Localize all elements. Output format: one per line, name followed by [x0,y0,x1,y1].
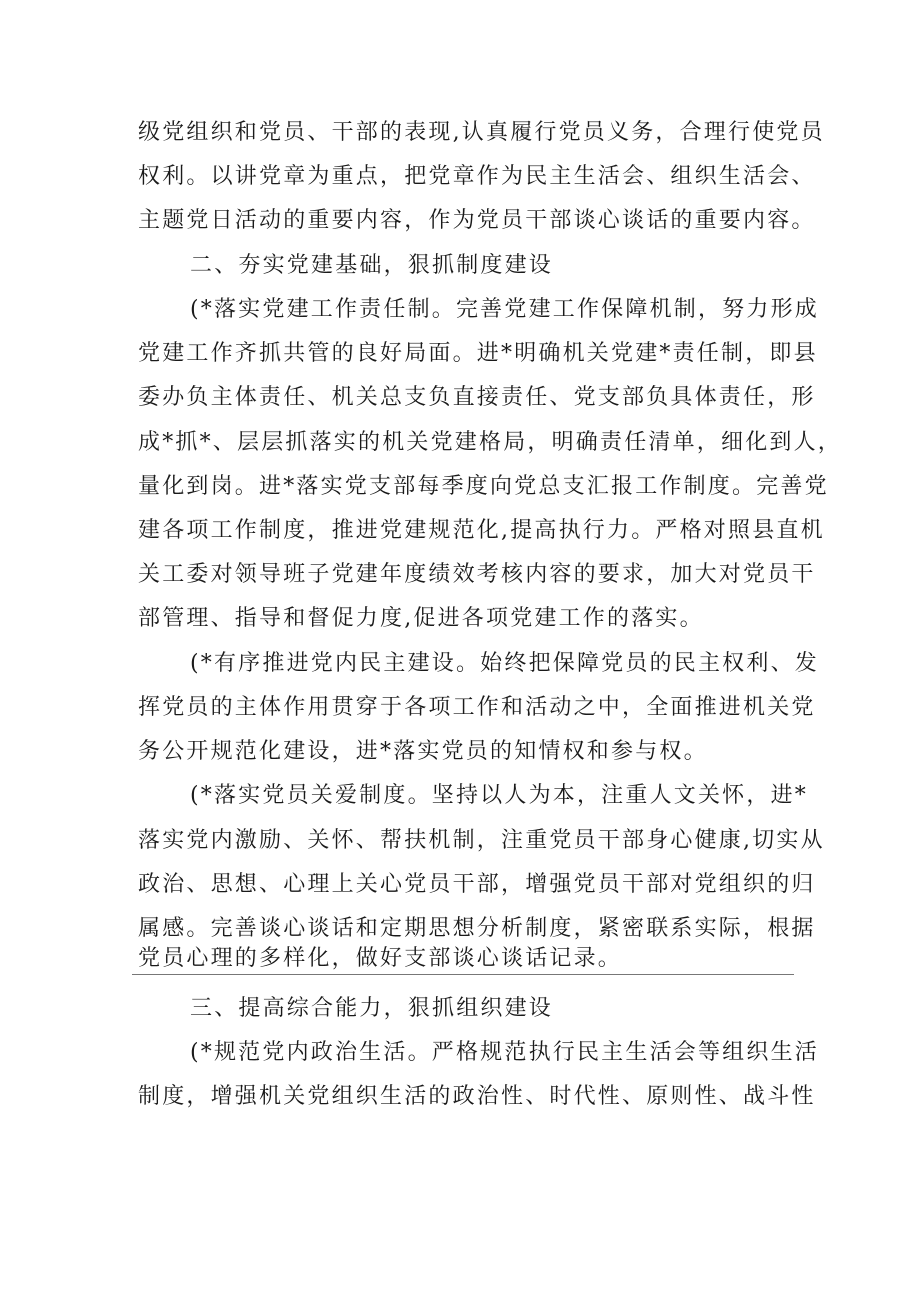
section-heading: 二、夯实党建基础，狠抓制度建设 [190,253,554,278]
paragraph-line: 主题党日活动的重要内容，作为党员干部谈心谈话的重要内容。 [138,208,816,233]
paragraph-line: 制度，增强机关党组织生活的政治性、时代性、原则性、战斗性 [138,1084,816,1109]
paragraph-line: 落实党内激励、关怀、帮扶机制，注重党员干部身心健康,切实从 [138,828,825,853]
paragraph-line: 委办负主体责任、机关总支负直接责任、党支部负具体责任，形 [138,385,816,410]
paragraph-line: 党员心理的多样化，做好支部谈心谈话记录。 [138,946,623,971]
section-heading: 三、提高综合能力，狠抓组织建设 [190,996,554,1021]
paragraph-line: 挥党员的主体作用贯穿于各项工作和活动之中，全面推进机关党 [138,695,816,720]
paragraph-line: (*规范党内政治生活。严格规范执行民主生活会等组织生活 [190,1040,819,1065]
horizontal-rule [132,974,794,975]
paragraph-line: 建各项工作制度，推进党建规范化,提高执行力。严格对照县直机 [138,518,825,543]
paragraph-line: 务公开规范化建设，进*落实党员的知情权和参与权。 [138,739,708,764]
paragraph-line: 党建工作齐抓共管的良好局面。进*明确机关党建*责任制，即县 [138,341,818,366]
paragraph-line: (*落实党员关爱制度。坚持以人为本，注重人文关怀，进* [190,783,808,808]
paragraph-line: 级党组织和党员、干部的表现,认真履行党员义务，合理行使党员 [138,120,825,145]
paragraph-line: 关工委对领导班子党建年度绩效考核内容的要求，加大对党员干 [138,562,816,587]
paragraph-line: 属感。完善谈心谈话和定期思想分析制度，紧密联系实际，根据 [138,916,816,941]
paragraph-line: (*落实党建工作责任制。完善党建工作保障机制，努力形成 [190,297,819,322]
paragraph-line: 部管理、指导和督促力度,促进各项党建工作的落实。 [138,606,704,631]
paragraph-line: 权利。以讲党章为重点，把党章作为民主生活会、组织生活会、 [138,164,816,189]
paragraph-line: 成*抓*、层层抓落实的机关党建格局，明确责任清单，细化到人， [138,430,843,455]
paragraph-line: 量化到岗。进*落实党支部每季度向党总支汇报工作制度。完善党 [138,474,829,499]
paragraph-line: 政治、思想、心理上关心党员干部，增强党员干部对党组织的归 [138,872,816,897]
paragraph-line: (*有序推进党内民主建设。始终把保障党员的民主权利、发 [190,651,819,676]
